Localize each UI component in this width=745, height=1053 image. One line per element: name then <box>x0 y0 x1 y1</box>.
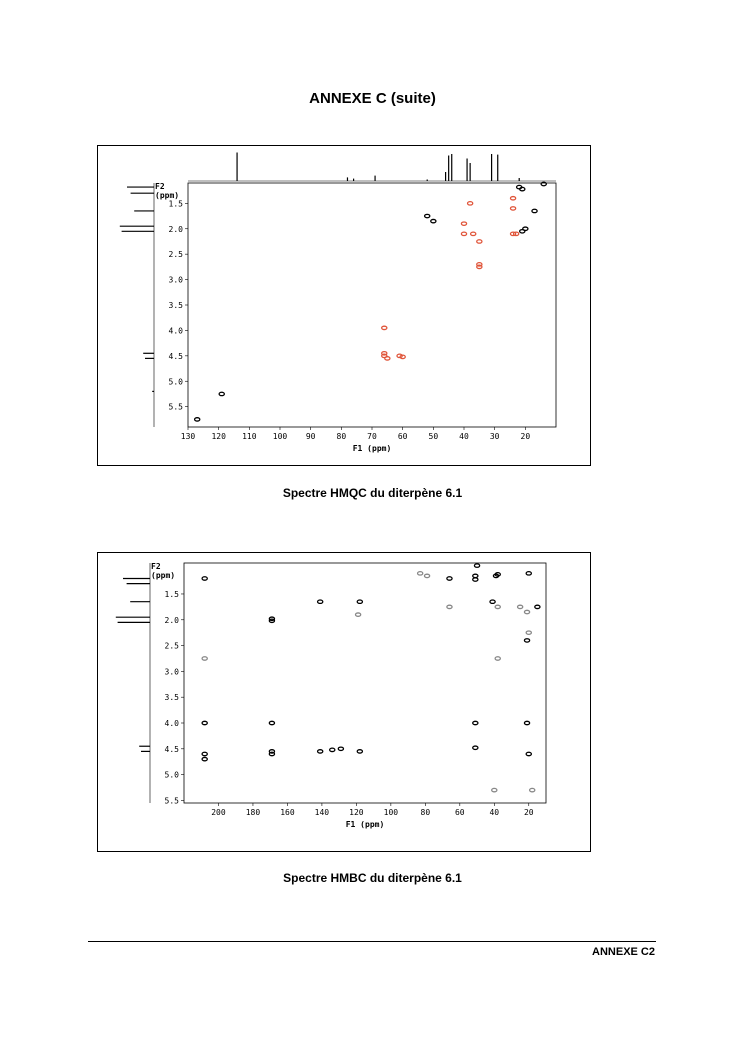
hmbc-x-tick-label: 20 <box>523 808 534 817</box>
hmbc-cross-peak <box>526 631 531 634</box>
hmbc-x-tick-label: 120 <box>349 808 364 817</box>
hmbc-spectrum <box>98 553 590 851</box>
hmqc-spectrum <box>98 146 590 465</box>
hmqc-x-tick-label: 80 <box>336 432 347 441</box>
hmbc-cross-peak <box>474 564 479 567</box>
hmqc-x-tick-label: 40 <box>459 432 469 441</box>
hmbc-cross-peak <box>202 577 207 580</box>
hmqc-y-tick-label: 2.5 <box>168 250 183 260</box>
hmqc-x-tick-label: 30 <box>489 432 500 441</box>
hmbc-cross-peak <box>202 721 207 724</box>
hmqc-cross-peak <box>195 418 200 421</box>
hmbc-cross-peak <box>202 752 207 755</box>
hmqc-y-tick-label: 5.0 <box>168 377 183 387</box>
hmqc-x-tick-label: 90 <box>305 432 316 441</box>
hmbc-y-axis-label <box>151 562 175 580</box>
hmbc-cross-peak <box>202 757 207 760</box>
hmbc-cross-peak <box>418 572 423 575</box>
hmbc-figure <box>97 552 591 852</box>
hmbc-x-tick-label: 80 <box>420 808 431 817</box>
hmbc-cross-peak <box>524 639 529 642</box>
hmbc-cross-peak <box>447 577 452 580</box>
hmqc-caption: Spectre HMQC du diterpène 6.1 <box>282 486 463 500</box>
hmbc-cross-peak <box>318 750 323 753</box>
page-title: ANNEXE C (suite) <box>309 90 436 107</box>
hmbc-cross-peak <box>330 748 335 751</box>
hmbc-cross-peak <box>357 750 362 753</box>
hmbc-cross-peak <box>424 574 429 577</box>
hmqc-cross-peak <box>477 240 482 243</box>
hmbc-x-tick-label: 40 <box>489 808 500 817</box>
hmqc-x-axis-label: F1 (ppm) <box>352 444 392 453</box>
hmbc-y-tick-label: 4.5 <box>164 744 179 754</box>
hmqc-y-tick-label: 1.5 <box>168 199 183 209</box>
hmqc-cross-peak <box>477 265 482 268</box>
hmbc-x-tick-label: 160 <box>280 808 295 817</box>
hmqc-y-tick-label: 4.0 <box>168 326 183 336</box>
hmbc-cross-peak <box>530 788 535 791</box>
hmbc-cross-peak <box>473 746 478 749</box>
footer-label: ANNEXE C2 <box>592 946 655 958</box>
hmbc-cross-peak <box>269 752 274 755</box>
hmbc-cross-peak <box>318 600 323 603</box>
hmbc-cross-peak <box>495 605 500 608</box>
hmbc-cross-peak <box>473 574 478 577</box>
hmbc-x-tick-label: 180 <box>245 808 261 817</box>
hmqc-cross-peak <box>219 392 224 395</box>
hmbc-cross-peak <box>492 788 497 791</box>
hmbc-cross-peak <box>535 605 540 608</box>
hmbc-y-tick-label: 3.5 <box>164 693 179 703</box>
hmqc-cross-peak <box>532 209 537 212</box>
hmbc-x-axis-label: F1 (ppm) <box>345 820 385 829</box>
hmqc-cross-peak <box>382 326 387 329</box>
hmqc-y-axis-label-line: (ppm) <box>155 191 180 200</box>
hmqc-y-tick-label: 2.0 <box>168 224 183 234</box>
hmqc-cross-peak <box>425 214 430 217</box>
hmqc-cross-peak <box>541 182 546 185</box>
hmqc-x-tick-label: 20 <box>520 432 531 441</box>
hmbc-y-tick-label: 2.0 <box>164 615 179 625</box>
hmqc-cross-peak <box>520 230 525 233</box>
hmbc-y-tick-label: 5.5 <box>164 796 179 806</box>
hmqc-x-tick-label: 70 <box>367 432 377 441</box>
hmbc-cross-peak <box>524 610 529 613</box>
hmbc-cross-peak <box>495 657 500 660</box>
hmbc-y-tick-label: 3.0 <box>164 667 179 677</box>
hmqc-cross-peak <box>461 222 466 225</box>
hmqc-plot-area <box>188 183 556 427</box>
hmqc-cross-peak <box>468 202 473 205</box>
hmbc-x-tick-label: 60 <box>454 808 465 817</box>
hmbc-y-tick-label: 2.5 <box>164 641 179 651</box>
hmbc-plot-area <box>184 563 546 803</box>
hmqc-figure <box>97 145 591 466</box>
hmqc-x-tick-label: 110 <box>242 432 257 441</box>
hmbc-y-axis-label-line: (ppm) <box>151 571 176 580</box>
hmqc-x-tick-label: 60 <box>397 432 408 441</box>
hmqc-x-tick-label: 120 <box>211 432 226 441</box>
hmbc-cross-peak <box>338 747 343 750</box>
hmbc-cross-peak <box>490 600 495 603</box>
hmqc-cross-peak <box>510 207 515 210</box>
hmqc-cross-peak <box>385 357 390 360</box>
hmbc-y-tick-label: 5.0 <box>164 770 179 780</box>
hmbc-cross-peak <box>473 721 478 724</box>
hmbc-y-tick-label: 4.0 <box>164 719 179 728</box>
hmqc-y-axis-label-line: F2 <box>155 182 165 191</box>
hmbc-cross-peak <box>202 657 207 660</box>
hmqc-cross-peak <box>510 197 515 200</box>
hmbc-caption: Spectre HMBC du diterpène 6.1 <box>283 871 462 885</box>
hmbc-y-axis-label-line: F2 <box>151 562 161 571</box>
hmqc-x-tick-label: 130 <box>180 432 196 441</box>
hmbc-cross-peak <box>447 605 452 608</box>
hmbc-cross-peak <box>356 613 361 616</box>
hmqc-y-tick-label: 4.5 <box>168 351 183 361</box>
hmbc-cross-peak <box>269 721 274 724</box>
hmbc-cross-peak <box>526 572 531 575</box>
hmqc-x-tick-label: 100 <box>272 432 288 441</box>
hmqc-cross-peak <box>461 232 466 235</box>
hmqc-x-tick-label: 50 <box>428 432 439 441</box>
hmbc-x-tick-label: 100 <box>383 808 399 817</box>
hmqc-cross-peak <box>431 219 436 222</box>
footer-rule <box>88 941 656 942</box>
hmqc-cross-peak <box>471 232 476 235</box>
hmbc-cross-peak <box>524 721 529 724</box>
hmqc-y-tick-label: 5.5 <box>168 402 183 412</box>
hmqc-y-tick-label: 3.5 <box>168 301 183 310</box>
hmbc-y-tick-label: 1.5 <box>164 589 179 599</box>
hmqc-y-axis-label <box>155 182 179 200</box>
hmbc-cross-peak <box>357 600 362 603</box>
hmqc-y-tick-label: 3.0 <box>168 275 183 285</box>
hmbc-x-tick-label: 200 <box>211 808 226 817</box>
hmbc-cross-peak <box>526 752 531 755</box>
hmbc-x-tick-label: 140 <box>314 808 330 817</box>
hmbc-cross-peak <box>518 605 523 608</box>
hmbc-cross-peak <box>473 578 478 581</box>
